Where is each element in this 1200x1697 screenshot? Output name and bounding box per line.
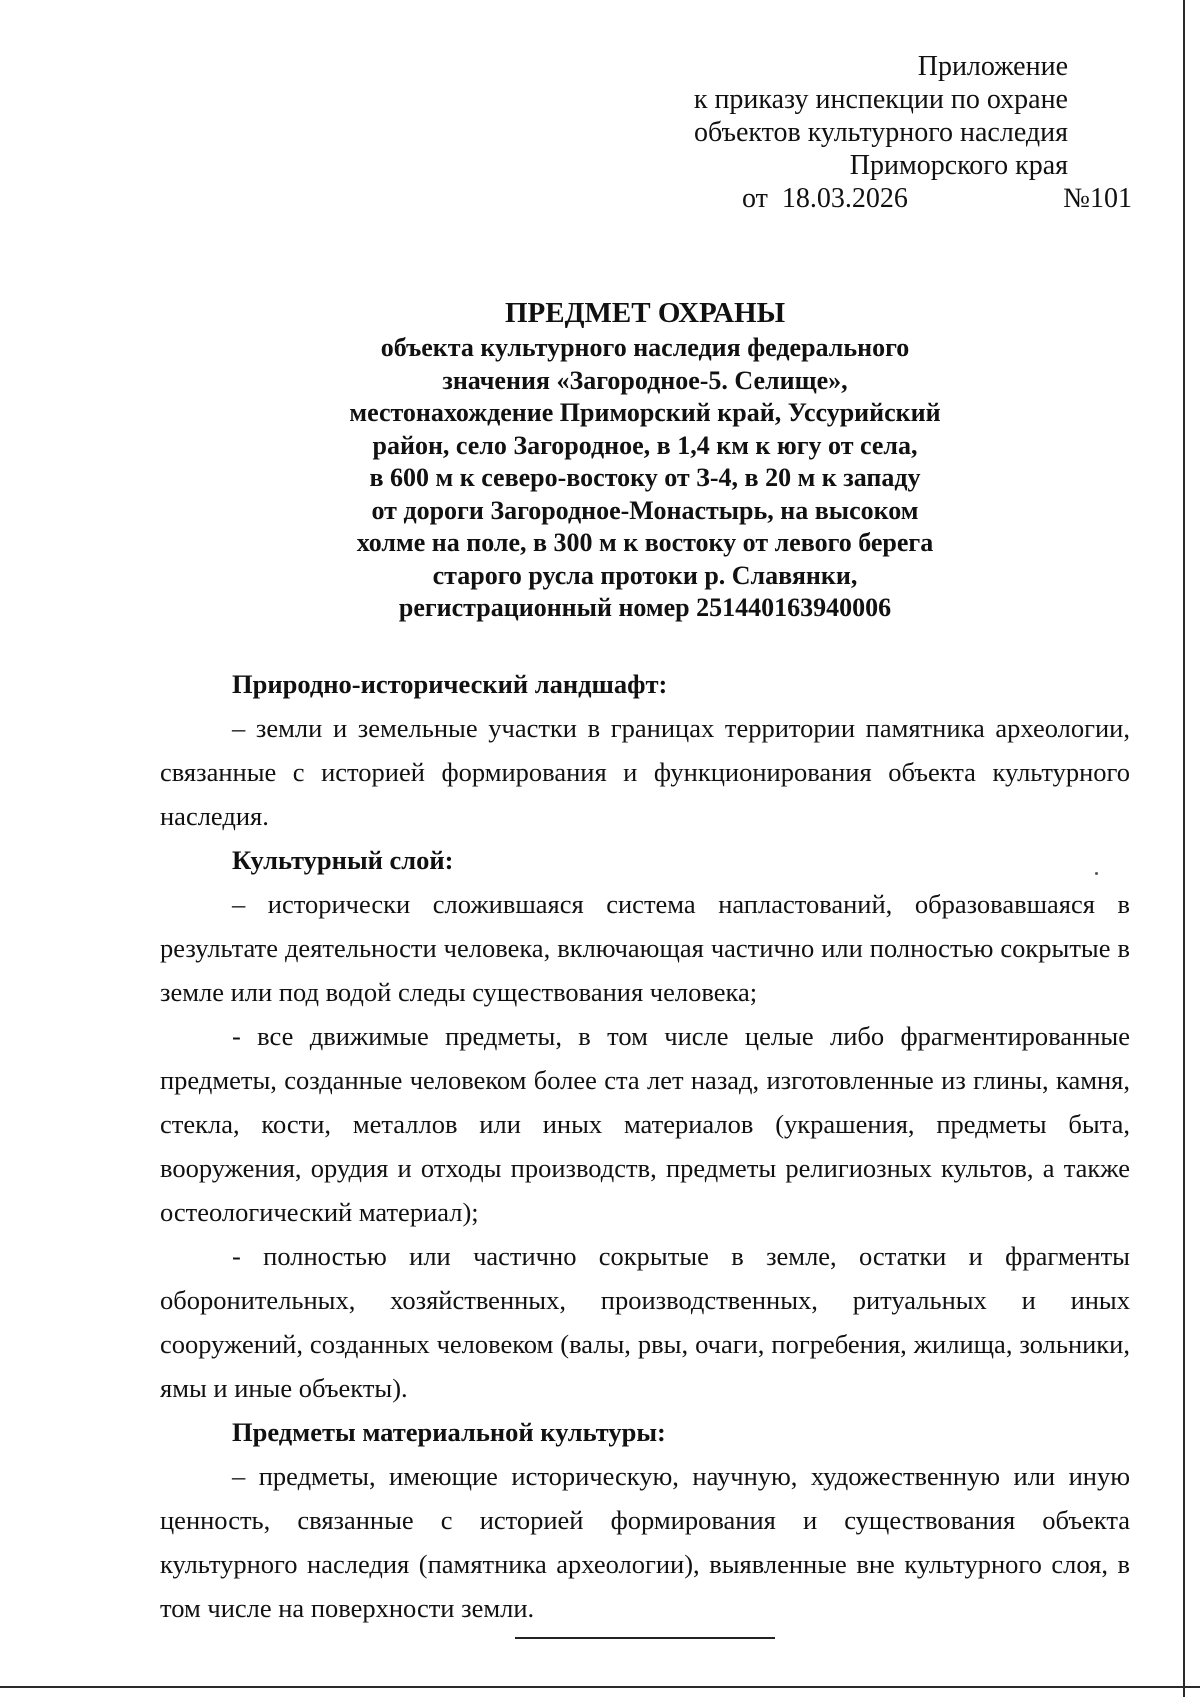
order-number: №101	[1063, 183, 1132, 214]
title-main: ПРЕДМЕТ ОХРАНЫ	[504, 297, 786, 329]
appendix-line: объектов культурного наследия	[693, 117, 1068, 148]
title-line: старого русла протоки р. Славянки,	[432, 560, 858, 590]
title-line: холме на поле, в 300 м к востоку от левого берега	[356, 528, 934, 557]
section-paragraph: - все движимые предметы, в том числе целые либо фрагментированные предметы, созданные человеком более ста лет назад, изготовленные из глины, камня, стекла, кости, металлов или иных материалов (украшения, предметы быта, вооружения, орудия и отходы производств, предметы религиозных культов, а также остеологический материал);	[160, 1021, 1130, 1227]
scan-bottom-border	[0, 1686, 1200, 1688]
title-line: регистрационный номер 251440163940006	[398, 593, 892, 622]
title-line: район, село Загородное, в 1,4 км к югу от села,	[372, 430, 918, 460]
section-heading: Природно-исторический ландшафт:	[232, 669, 668, 699]
section-heading: Культурный слой:	[232, 845, 454, 875]
title-description	[160, 332, 1130, 625]
title-line: значения «Загородное-5. Селище»,	[442, 365, 848, 395]
section-paragraph: – предметы, имеющие историческую, научную, художественную или иную ценность, связанные с историей формирования и существования объекта культурного наследия (памятника археологии), выявленные вне культурного слоя, в том числе на поверхности земли.	[160, 1461, 1130, 1623]
scan-right-border	[1183, 0, 1185, 1697]
document-body	[160, 662, 1130, 1630]
appendix-line: к приказу инспекции по охране	[693, 84, 1068, 115]
end-divider	[515, 1637, 775, 1639]
order-date: 18.03.2026	[781, 183, 908, 214]
section-heading: Предметы материальной культуры:	[232, 1417, 666, 1447]
date-prefix: от	[742, 183, 768, 214]
section-material-culture	[160, 1410, 1130, 1630]
section-paragraph: - полностью или частично сокрытые в земле, остатки и фрагменты оборонительных, хозяйственных, производственных, ритуальных и иных сооружений, созданных человеком (валы, рвы, очаги, погребения, жилища, зольники, ямы и иные объекты).	[160, 1241, 1130, 1403]
section-paragraph: – исторически сложившаяся система напластований, образовавшаяся в результате деятельности человека, включающая частично или полностью сокрытые в земле или под водой следы существования человека;	[160, 889, 1130, 1007]
appendix-line: Приложение	[917, 51, 1068, 82]
section-cultural-layer	[160, 838, 1130, 1410]
scan-speck	[1095, 872, 1098, 875]
title-line: от дороги Загородное-Монастырь, на высоком	[371, 495, 919, 525]
title-line: объекта культурного наследия федерального	[380, 333, 910, 362]
document-title	[160, 297, 1130, 625]
title-line: в 600 м к северо-востоку от З-4, в 20 м к западу	[369, 463, 921, 492]
section-paragraph: – земли и земельные участки в границах территории памятника археологии, связанные с историей формирования и функционирования объекта культурного наследия.	[160, 713, 1130, 831]
order-date-line	[742, 182, 1132, 215]
title-line: местонахождение Приморский край, Уссурийский	[349, 398, 941, 427]
appendix-header	[694, 50, 1068, 182]
section-landscape	[160, 662, 1130, 838]
appendix-line: Приморского края	[849, 150, 1068, 181]
